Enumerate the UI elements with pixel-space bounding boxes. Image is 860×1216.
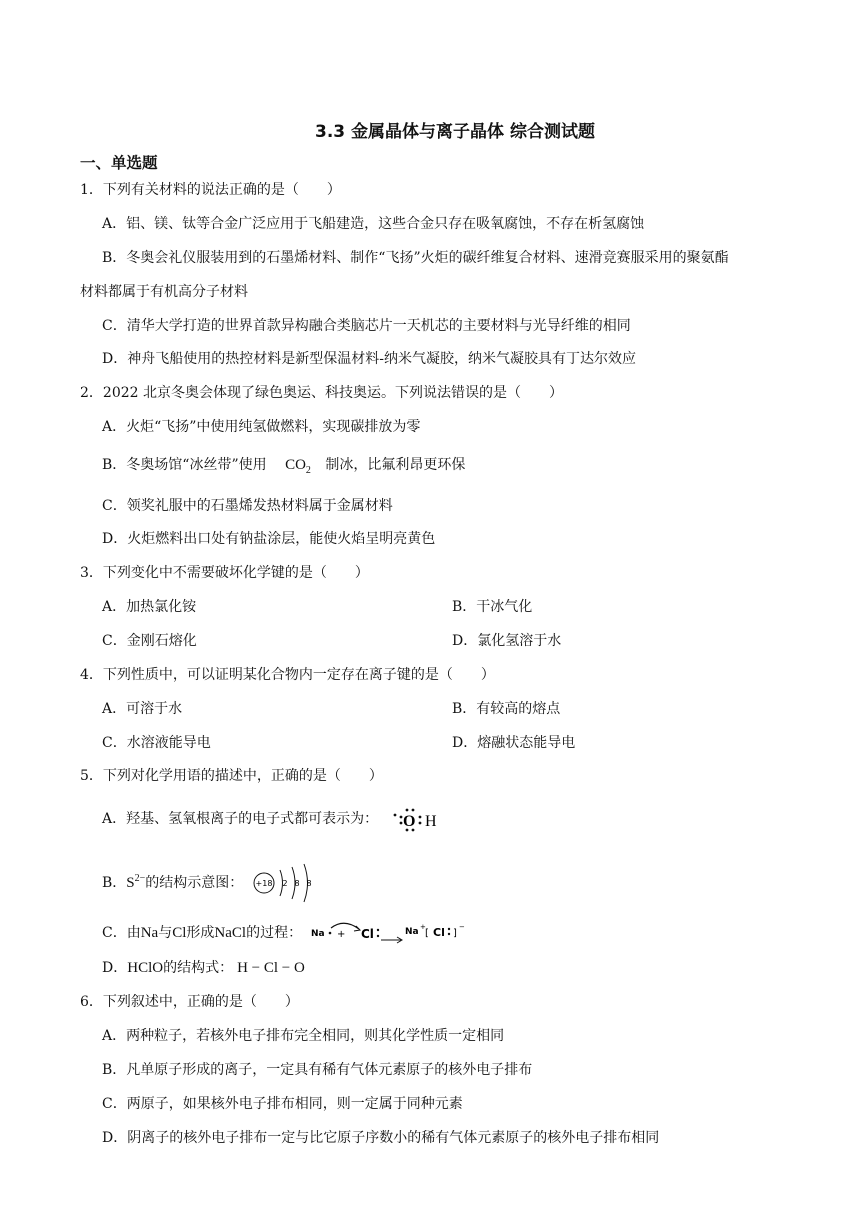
page-title: 3.3 金属晶体与离子晶体 综合测试题: [315, 122, 595, 142]
question-6-option-d: D．阴离子的核外电子排布一定与比它原子序数小的稀有气体元素原子的核外电子排布相同: [102, 1130, 660, 1146]
c-text-3: 形成: [186, 925, 215, 941]
c-nacl: NaCl: [214, 925, 247, 941]
question-4-option-b: B．有较高的熔点: [452, 701, 561, 717]
question-3-stem: 3．下列变化中不需要破坏化学键的是（ ）: [80, 565, 369, 581]
co2-subscript: 2: [305, 465, 311, 476]
question-3-option-d: D．氯化氢溶于水: [452, 633, 562, 649]
question-2-option-b: [102, 455, 465, 475]
question-2-option-a: A．火炬“飞扬”中使用纯氢做燃料，实现碳排放为零: [102, 419, 421, 435]
question-1-option-c: C．清华大学打造的世界首款异构融合类脑芯片一天机芯的主要材料与光导纤维的相同: [102, 318, 631, 334]
sulfide-ion: [126, 875, 145, 891]
electron-formula-h: H: [424, 813, 437, 830]
question-2-option-c: C．领奖礼服中的石墨烯发热材料属于金属材料: [102, 498, 393, 514]
hydroxyl-electron-formula: [387, 806, 457, 832]
c-text-1: C．由: [102, 925, 141, 941]
question-4-option-a: A．可溶于水: [102, 701, 183, 717]
question-6-option-b: B．凡单原子形成的离子，一定具有稀有气体元素原子的核外电子排布: [102, 1062, 533, 1078]
question-1-option-d: D．神舟飞船使用的热控材料是新型保温材料-纳米气凝胶，纳米气凝胶具有丁达尔效应: [102, 351, 636, 367]
question-5-option-c: [102, 920, 469, 946]
question-3-option-a: A．加热氯化铵: [102, 599, 197, 615]
c-cl: Cl: [172, 925, 187, 941]
question-4-option-c: C．水溶液能导电: [102, 735, 211, 751]
svg-text:−: −: [458, 923, 465, 931]
sulfide-charge: 2−: [134, 873, 146, 884]
question-5-option-d: [102, 958, 305, 978]
question-6-stem: 6．下列叙述中，正确的是（ ）: [80, 994, 299, 1010]
question-2-stem: 2．2022 北京冬奥会体现了绿色奥运、科技奥运。下列说法错误的是（ ）: [80, 385, 563, 401]
question-5-option-b: [102, 861, 322, 905]
question-5-stem: 5．下列对化学用语的描述中，正确的是（ ）: [80, 768, 383, 784]
question-2-option-b-text: B．冬奥场馆“冰丝带”使用: [102, 457, 267, 473]
question-1-option-b: B．冬奥会礼仪服装用到的石墨烯材料、制作“飞扬”火炬的碳纤维复合材料、速滑竞赛服采用的聚氨酯: [102, 250, 729, 266]
reactant-cl: Cl: [360, 927, 374, 941]
atomic-structure-diagram: [252, 861, 322, 905]
shell-2-count: 8: [294, 879, 300, 888]
question-1-stem: 1．下列有关材料的说法正确的是（ ）: [80, 182, 341, 198]
question-1-option-a: A．铝、镁、钛等合金广泛应用于飞船建造，这些合金只存在吸氧腐蚀，不存在析氢腐蚀: [102, 216, 645, 232]
option-label-b: B．: [102, 875, 127, 891]
c-text-2: 与: [158, 925, 173, 941]
sulfide-symbol: S: [126, 875, 135, 891]
question-2-option-d: D．火炬燃料出口处有钠盐涂层，能使火焰呈明亮黄色: [102, 531, 436, 547]
question-1-option-b-continued: 材料都属于有机高分子材料: [80, 284, 248, 300]
svg-text:+: +: [419, 923, 426, 931]
question-6-option-a: A．两种粒子，若核外电子排布完全相同，则其化学性质一定相同: [102, 1028, 505, 1044]
question-4-stem: 4．下列性质中，可以证明某化合物内一定存在离子键的是（ ）: [80, 667, 495, 683]
question-2-option-b-text-end: 制冰，比氟利昂更环保: [325, 457, 466, 473]
question-5-option-a: [102, 806, 457, 832]
shell-3-count: 8: [306, 879, 312, 888]
product-cl: Cl: [432, 926, 445, 939]
question-4-option-d: D．熔融状态能导电: [452, 735, 576, 751]
svg-text:[: [: [424, 928, 429, 939]
c-na: Na: [140, 925, 159, 941]
question-3-option-c: C．金刚石熔化: [102, 633, 197, 649]
ionic-bond-formation-diagram: [309, 920, 469, 946]
section-heading: 一、单选题: [80, 154, 158, 172]
question-5-option-b-text: 的结构示意图：: [145, 875, 244, 891]
d-label: D．: [102, 960, 128, 976]
svg-text:]: ]: [452, 928, 457, 939]
product-na: Na: [404, 927, 419, 937]
hclo-formula: HClO: [127, 960, 164, 976]
reactant-na: Na: [310, 929, 325, 939]
question-5-option-a-text: A．羟基、氢氧根离子的电子式都可表示为：: [102, 811, 379, 827]
c-text-4: 的过程：: [246, 925, 303, 941]
electron-formula-o: O: [402, 813, 416, 830]
co2-symbol: CO: [285, 457, 306, 473]
question-6-option-c: C．两原子，如果核外电子排布相同，则一定属于同种元素: [102, 1096, 463, 1112]
svg-text:+: +: [336, 929, 345, 940]
question-3-option-b: B．干冰气化: [452, 599, 533, 615]
co2-formula: [285, 457, 311, 476]
d-text: 的结构式：: [163, 960, 234, 976]
shell-1-count: 2: [282, 879, 288, 888]
hclo-structural-formula: H − Cl − O: [237, 960, 305, 976]
nucleus-charge: +18: [255, 879, 273, 888]
